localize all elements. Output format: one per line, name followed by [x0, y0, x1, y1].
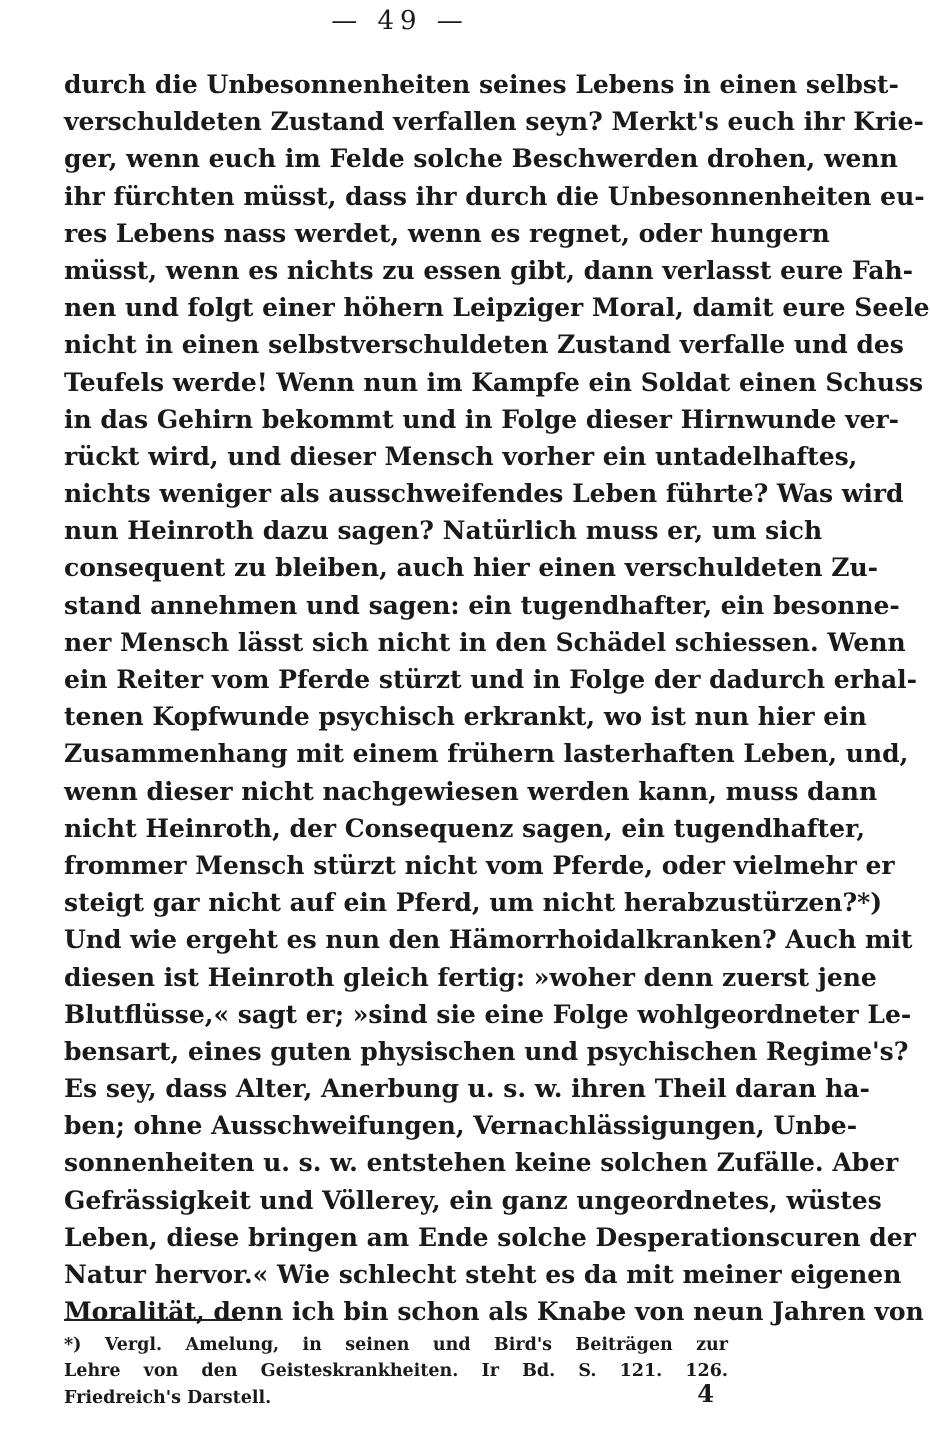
text-line: Teufels werde! Wenn nun im Kampfe ein Soldat einen Schuss [64, 367, 924, 397]
text-line: wenn dieser nicht nachgewiesen werden kann, muss dann [64, 776, 878, 806]
text-line: durch die Unbesonnenheiten seines Lebens in einen selbst- [64, 70, 899, 99]
text-line: müsst, wenn es nichts zu essen gibt, dann verlasst eure Fah- [64, 255, 914, 285]
signature-mark: 4 [697, 1379, 714, 1408]
text-line: ger, wenn euch im Felde solche Beschwerden drohen, wenn [64, 144, 898, 174]
text-line: frommer Mensch stürzt nicht vom Pferde, oder vielmehr er [64, 850, 895, 880]
text-line: verschuldeten Zustand verfallen seyn? Merkt's euch ihr Krie- [64, 107, 924, 137]
text-line: nichts weniger als ausschweifendes Leben führte? Was wird [64, 479, 904, 509]
text-line: nen und folgt einer höhern Leipziger Moral, damit eure Seele [64, 293, 930, 323]
text-line: Zusammenhang mit einem frühern lasterhaften Leben, und, [64, 739, 909, 769]
main-text-block [64, 66, 930, 1330]
text-line: rückt wird, und dieser Mensch vorher ein untadelhaftes, [64, 441, 858, 471]
text-line: nicht in einen selbstverschuldeten Zustand verfalle und des [64, 330, 904, 360]
text-line: Leben, diese bringen am Ende solche Desperationscuren der [64, 1222, 916, 1252]
text-line: stand annehmen und sagen: ein tugendhafter, ein besonne- [64, 590, 900, 620]
text-line: Und wie ergeht es nun den Hämorrhoidalkranken? Auch mit [64, 925, 913, 955]
text-line: ner Mensch lässt sich nicht in den Schädel schiessen. Wenn [64, 627, 906, 657]
signature-row [64, 1379, 728, 1412]
text-line: Blutflüsse,« sagt er; »sind sie eine Folge wohlgeordneter Le- [64, 999, 912, 1029]
text-line: nicht Heinroth, der Consequenz sagen, ein tugendhafter, [64, 813, 866, 843]
page-number-header: — 49 — [331, 6, 469, 36]
signature-text: Friedreich's Darstell. [64, 1388, 272, 1408]
text-line: res Lebens nass werdet, wenn es regnet, oder hungern [64, 218, 830, 248]
text-line: Moralität, denn ich bin schon als Knabe von neun Jahren von [64, 1297, 924, 1327]
footnote-divider [64, 1319, 242, 1321]
text-line: bensart, eines guten physischen und psychischen Regime's? [64, 1036, 909, 1066]
text-line: nun Heinroth dazu sagen? Natürlich muss er, um sich [64, 516, 823, 546]
footnote-line: *) Vergl. Amelung, in seinen und Bird's Beiträgen zur [64, 1335, 728, 1355]
text-line: ben; ohne Ausschweifungen, Vernachlässigungen, Unbe- [64, 1111, 858, 1141]
text-line: Natur hervor.« Wie schlecht steht es da mit meiner eigenen [64, 1260, 902, 1289]
text-line: tenen Kopfwunde psychisch erkrankt, wo ist nun hier ein [64, 702, 867, 732]
text-line: ein Reiter vom Pferde stürzt und in Folge der dadurch erhal- [64, 665, 918, 694]
text-line: in das Gehirn bekommt und in Folge dieser Hirnwunde ver- [64, 404, 900, 434]
text-line: consequent zu bleiben, auch hier einen verschuldeten Zu- [64, 553, 879, 583]
footnote-block [64, 1332, 728, 1412]
text-line: diesen ist Heinroth gleich fertig: »woher denn zuerst jene [64, 962, 877, 992]
footnote-line: Lehre von den Geisteskrankheiten. Ir Bd. S. 121. 126. [64, 1361, 728, 1381]
text-line: Es sey, dass Alter, Anerbung u. s. w. ihren Theil daran ha- [64, 1074, 870, 1104]
text-line: sonnenheiten u. s. w. entstehen keine solchen Zufälle. Aber [64, 1148, 899, 1178]
text-line: ihr fürchten müsst, dass ihr durch die Unbesonnenheiten eu- [64, 181, 925, 211]
text-line: Gefrässigkeit und Völlerey, ein ganz ungeordnetes, wüstes [64, 1185, 882, 1215]
text-line: steigt gar nicht auf ein Pferd, um nicht herabzustürzen?*) [64, 888, 883, 918]
